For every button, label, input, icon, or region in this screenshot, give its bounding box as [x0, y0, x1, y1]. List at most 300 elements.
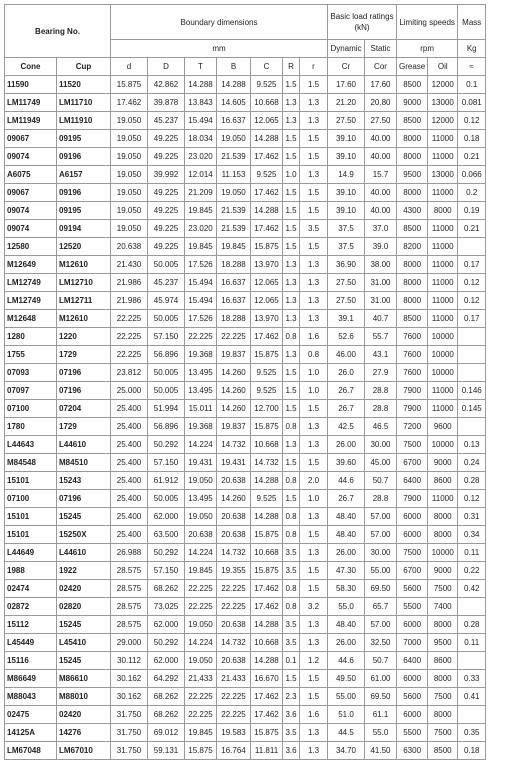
- table-cell: 16.670: [251, 670, 283, 688]
- table-cell: 12.014: [185, 166, 217, 184]
- table-cell: 14.288: [251, 130, 283, 148]
- table-cell: 28.8: [365, 400, 397, 418]
- table-cell: M84510: [57, 454, 111, 472]
- bearing-table: [4, 4, 486, 760]
- table-cell: 6000: [397, 706, 428, 724]
- table-cell: 5600: [397, 688, 428, 706]
- table-cell: 50.005: [148, 364, 185, 382]
- table-row: [5, 562, 486, 580]
- table-cell: 1.3: [300, 634, 328, 652]
- table-cell: 8000: [428, 202, 458, 220]
- table-cell: 15.875: [251, 346, 283, 364]
- table-cell: 22.225: [185, 598, 217, 616]
- table-cell: 11000: [428, 256, 458, 274]
- table-cell: 28.8: [365, 490, 397, 508]
- table-cell: 0.066: [458, 166, 486, 184]
- table-cell: 22.225: [217, 328, 251, 346]
- table-row: [5, 130, 486, 148]
- table-cell: 8500: [428, 742, 458, 760]
- table-cell: 3.5: [283, 724, 300, 742]
- table-cell: 07100: [5, 490, 57, 508]
- table-cell: 42.5: [328, 418, 365, 436]
- cone-header: Cone: [5, 58, 57, 76]
- table-row: [5, 400, 486, 418]
- table-cell: 37.5: [328, 220, 365, 238]
- table-cell: 10000: [428, 328, 458, 346]
- table-cell: 07093: [5, 364, 57, 382]
- table-cell: 1280: [5, 328, 57, 346]
- table-cell: 22.225: [111, 328, 148, 346]
- table-cell: 1.5: [300, 400, 328, 418]
- table-cell: 25.400: [111, 454, 148, 472]
- table-cell: [458, 346, 486, 364]
- table-row: [5, 166, 486, 184]
- table-cell: 14.260: [217, 400, 251, 418]
- table-cell: L44643: [5, 436, 57, 454]
- table-cell: 21.209: [185, 184, 217, 202]
- table-cell: 0.8: [300, 346, 328, 364]
- table-cell: 12.065: [251, 274, 283, 292]
- table-cell: 11000: [428, 148, 458, 166]
- table-cell: 12.700: [251, 400, 283, 418]
- table-cell: 31.750: [111, 742, 148, 760]
- table-cell: [458, 418, 486, 436]
- table-cell: 9500: [428, 634, 458, 652]
- table-cell: 1780: [5, 418, 57, 436]
- approx-header: ≈: [458, 58, 486, 76]
- table-header: [5, 5, 486, 76]
- table-cell: LM67010: [57, 742, 111, 760]
- table-cell: M12648: [5, 310, 57, 328]
- table-cell: 1.3: [283, 112, 300, 130]
- table-cell: 11520: [57, 76, 111, 94]
- table-cell: 8000: [397, 274, 428, 292]
- table-cell: 19.845: [185, 724, 217, 742]
- table-cell: 0.28: [458, 616, 486, 634]
- table-cell: 26.00: [328, 436, 365, 454]
- table-cell: 12520: [57, 238, 111, 256]
- table-cell: M12610: [57, 310, 111, 328]
- table-cell: 12.065: [251, 112, 283, 130]
- table-cell: 10000: [428, 346, 458, 364]
- table-cell: LM67048: [5, 742, 57, 760]
- table-cell: 19.050: [185, 508, 217, 526]
- table-cell: 19.355: [217, 562, 251, 580]
- table-row: [5, 580, 486, 598]
- table-cell: 2.0: [300, 472, 328, 490]
- boundary-dimensions-header: Boundary dimensions: [111, 5, 328, 40]
- table-cell: 21.20: [328, 94, 365, 112]
- table-cell: 49.50: [328, 670, 365, 688]
- table-cell: 30.112: [111, 652, 148, 670]
- table-cell: 7200: [397, 418, 428, 436]
- table-cell: 15.875: [251, 724, 283, 742]
- table-cell: 27.9: [365, 364, 397, 382]
- table-cell: 6000: [397, 616, 428, 634]
- table-cell: 13000: [428, 166, 458, 184]
- table-cell: 10.668: [251, 634, 283, 652]
- table-cell: 30.162: [111, 688, 148, 706]
- table-cell: 12580: [5, 238, 57, 256]
- table-row: [5, 418, 486, 436]
- table-cell: 55.00: [328, 688, 365, 706]
- table-cell: 19.583: [217, 724, 251, 742]
- table-cell: A6157: [57, 166, 111, 184]
- table-cell: 20.638: [217, 472, 251, 490]
- table-cell: 36.90: [328, 256, 365, 274]
- table-cell: 1.5: [300, 148, 328, 166]
- dynamic-header: Dynamic: [328, 40, 365, 58]
- table-cell: 46.5: [365, 418, 397, 436]
- table-cell: 1.6: [300, 706, 328, 724]
- table-cell: 8000: [397, 184, 428, 202]
- table-cell: 8200: [397, 238, 428, 256]
- table-cell: 0.8: [283, 418, 300, 436]
- table-cell: 1.5: [283, 202, 300, 220]
- table-cell: 19.368: [185, 346, 217, 364]
- table-cell: 1.5: [283, 238, 300, 256]
- table-cell: 57.00: [365, 616, 397, 634]
- table-cell: 17.462: [251, 148, 283, 166]
- table-cell: 07196: [57, 382, 111, 400]
- table-cell: 14.288: [217, 76, 251, 94]
- table-cell: 22.225: [185, 688, 217, 706]
- table-cell: 8000: [428, 616, 458, 634]
- table-cell: 1.6: [300, 328, 328, 346]
- table-row: [5, 292, 486, 310]
- table-cell: 52.6: [328, 328, 365, 346]
- table-cell: 1.3: [300, 166, 328, 184]
- table-cell: 11000: [428, 184, 458, 202]
- table-cell: 1.5: [300, 526, 328, 544]
- table-cell: 13.495: [185, 364, 217, 382]
- table-cell: 9000: [397, 94, 428, 112]
- table-cell: 26.988: [111, 544, 148, 562]
- table-row: [5, 238, 486, 256]
- table-cell: 64.292: [148, 670, 185, 688]
- table-cell: 14.288: [251, 508, 283, 526]
- table-row: [5, 328, 486, 346]
- table-cell: 26.7: [328, 490, 365, 508]
- table-cell: 16.764: [217, 742, 251, 760]
- table-cell: 12000: [428, 76, 458, 94]
- table-cell: 19.845: [185, 202, 217, 220]
- table-row: [5, 364, 486, 382]
- table-cell: 1.5: [300, 202, 328, 220]
- d-header: d: [111, 58, 148, 76]
- table-cell: 1.3: [283, 346, 300, 364]
- table-cell: 15101: [5, 526, 57, 544]
- table-cell: A6075: [5, 166, 57, 184]
- table-cell: 19.050: [111, 184, 148, 202]
- table-cell: 09196: [57, 184, 111, 202]
- table-cell: 15.7: [365, 166, 397, 184]
- table-cell: 15.494: [185, 112, 217, 130]
- table-cell: 0.22: [458, 562, 486, 580]
- table-cell: 25.400: [111, 436, 148, 454]
- table-cell: 1.3: [283, 256, 300, 274]
- table-cell: 6000: [397, 670, 428, 688]
- table-cell: 18.288: [217, 310, 251, 328]
- table-cell: 0.081: [458, 94, 486, 112]
- r-header: r: [300, 58, 328, 76]
- table-cell: 1.2: [300, 652, 328, 670]
- table-row: [5, 526, 486, 544]
- table-cell: 7600: [397, 346, 428, 364]
- table-cell: 1.5: [300, 688, 328, 706]
- table-cell: 59.131: [148, 742, 185, 760]
- table-cell: 19.845: [217, 238, 251, 256]
- table-cell: 26.00: [328, 634, 365, 652]
- table-cell: 0.2: [458, 184, 486, 202]
- table-cell: 48.40: [328, 508, 365, 526]
- table-cell: 0.34: [458, 526, 486, 544]
- table-row: [5, 274, 486, 292]
- table-cell: 21.433: [185, 670, 217, 688]
- table-cell: 28.575: [111, 562, 148, 580]
- table-cell: 1.5: [283, 382, 300, 400]
- table-cell: 57.150: [148, 328, 185, 346]
- table-cell: 0.17: [458, 310, 486, 328]
- table-cell: 19.050: [111, 130, 148, 148]
- table-cell: 0.42: [458, 580, 486, 598]
- table-cell: 9.525: [251, 166, 283, 184]
- table-cell: 0.35: [458, 724, 486, 742]
- table-cell: 47.30: [328, 562, 365, 580]
- table-cell: 46.00: [328, 346, 365, 364]
- table-cell: 07100: [5, 400, 57, 418]
- table-cell: 1.5: [283, 400, 300, 418]
- table-cell: 17.462: [251, 328, 283, 346]
- T-header: T: [185, 58, 217, 76]
- table-cell: 02475: [5, 706, 57, 724]
- table-cell: 1.5: [300, 130, 328, 148]
- table-cell: 16.637: [217, 292, 251, 310]
- table-cell: 20.80: [365, 94, 397, 112]
- table-cell: 1.3: [283, 292, 300, 310]
- table-row: [5, 76, 486, 94]
- table-cell: 17.462: [251, 688, 283, 706]
- table-cell: L45449: [5, 634, 57, 652]
- table-cell: 63.500: [148, 526, 185, 544]
- table-cell: 09195: [57, 130, 111, 148]
- table-cell: 40.00: [365, 202, 397, 220]
- table-cell: 69.50: [365, 688, 397, 706]
- table-cell: 9600: [428, 418, 458, 436]
- table-cell: 62.000: [148, 616, 185, 634]
- table-cell: LM12749: [5, 274, 57, 292]
- table-cell: 19.845: [185, 238, 217, 256]
- table-cell: 11000: [428, 292, 458, 310]
- table-row: [5, 346, 486, 364]
- table-cell: L44649: [5, 544, 57, 562]
- table-cell: 15.875: [251, 562, 283, 580]
- table-cell: 15101: [5, 508, 57, 526]
- table-cell: 19.050: [217, 130, 251, 148]
- table-cell: 50.005: [148, 382, 185, 400]
- table-cell: 8600: [428, 472, 458, 490]
- table-cell: 1.3: [300, 544, 328, 562]
- table-cell: 02820: [57, 598, 111, 616]
- table-cell: 50.7: [365, 472, 397, 490]
- table-cell: 55.0: [328, 598, 365, 616]
- table-cell: 18.288: [217, 256, 251, 274]
- table-cell: 0.8: [283, 472, 300, 490]
- table-cell: 50.005: [148, 490, 185, 508]
- table-cell: 15112: [5, 616, 57, 634]
- table-cell: 45.00: [365, 454, 397, 472]
- table-cell: 11000: [428, 238, 458, 256]
- table-cell: 31.00: [365, 292, 397, 310]
- table-cell: 51.0: [328, 706, 365, 724]
- table-cell: 14.732: [251, 454, 283, 472]
- table-cell: 1.0: [300, 364, 328, 382]
- table-cell: 32.50: [365, 634, 397, 652]
- table-cell: 13000: [428, 94, 458, 112]
- table-cell: 1.0: [300, 490, 328, 508]
- table-cell: 14.260: [217, 364, 251, 382]
- table-cell: [458, 652, 486, 670]
- table-cell: 17.462: [251, 184, 283, 202]
- table-cell: 7900: [397, 382, 428, 400]
- table-cell: 09074: [5, 148, 57, 166]
- table-cell: 26.7: [328, 400, 365, 418]
- table-cell: 25.400: [111, 400, 148, 418]
- table-cell: 22.225: [185, 328, 217, 346]
- table-row: [5, 598, 486, 616]
- table-cell: 3.6: [283, 742, 300, 760]
- table-row: [5, 652, 486, 670]
- table-cell: 5500: [397, 598, 428, 616]
- table-cell: 19.837: [217, 418, 251, 436]
- table-cell: 09074: [5, 202, 57, 220]
- table-cell: 19.050: [111, 202, 148, 220]
- R-header: R: [283, 58, 300, 76]
- table-cell: 16.637: [217, 112, 251, 130]
- oil-header: Oil: [428, 58, 458, 76]
- table-cell: 21.986: [111, 274, 148, 292]
- table-cell: 14.224: [185, 544, 217, 562]
- table-cell: 43.1: [365, 346, 397, 364]
- table-cell: 0.11: [458, 634, 486, 652]
- table-cell: 50.005: [148, 310, 185, 328]
- table-cell: LM11910: [57, 112, 111, 130]
- table-cell: 0.145: [458, 400, 486, 418]
- table-cell: 8600: [428, 652, 458, 670]
- table-cell: 5600: [397, 580, 428, 598]
- table-row: [5, 544, 486, 562]
- table-cell: 1.3: [283, 436, 300, 454]
- table-cell: 56.896: [148, 418, 185, 436]
- table-cell: 13.495: [185, 490, 217, 508]
- table-cell: 6700: [397, 454, 428, 472]
- table-cell: 7500: [428, 580, 458, 598]
- table-row: [5, 436, 486, 454]
- table-cell: 28.8: [365, 382, 397, 400]
- table-cell: 0.24: [458, 454, 486, 472]
- table-cell: 0.8: [283, 526, 300, 544]
- table-cell: 6400: [397, 652, 428, 670]
- table-cell: 0.18: [458, 130, 486, 148]
- table-cell: LM11710: [57, 94, 111, 112]
- table-cell: 57.00: [365, 508, 397, 526]
- table-cell: 9.525: [251, 490, 283, 508]
- table-cell: M88010: [57, 688, 111, 706]
- table-cell: 19.050: [185, 472, 217, 490]
- table-cell: 1.5: [283, 454, 300, 472]
- table-cell: 22.225: [185, 580, 217, 598]
- table-cell: 57.150: [148, 562, 185, 580]
- table-cell: 14276: [57, 724, 111, 742]
- mass-header: Mass: [458, 5, 486, 40]
- table-cell: 25.400: [111, 526, 148, 544]
- table-cell: 7900: [397, 400, 428, 418]
- table-cell: 07196: [57, 490, 111, 508]
- table-cell: 15.875: [251, 238, 283, 256]
- table-cell: 27.50: [328, 112, 365, 130]
- table-cell: 1.3: [300, 436, 328, 454]
- table-cell: 22.225: [217, 688, 251, 706]
- D-header: D: [148, 58, 185, 76]
- table-cell: 09196: [57, 148, 111, 166]
- table-cell: 41.50: [365, 742, 397, 760]
- table-cell: M12649: [5, 256, 57, 274]
- table-row: [5, 508, 486, 526]
- bearing-table-container: [4, 4, 486, 760]
- table-row: [5, 184, 486, 202]
- table-cell: 1.3: [283, 310, 300, 328]
- table-cell: 39.0: [365, 238, 397, 256]
- table-cell: 17.526: [185, 256, 217, 274]
- table-cell: 27.50: [328, 274, 365, 292]
- table-cell: 6300: [397, 742, 428, 760]
- table-cell: 20.638: [185, 526, 217, 544]
- table-cell: 02872: [5, 598, 57, 616]
- table-cell: 19.050: [111, 220, 148, 238]
- rpm-unit-header: rpm: [397, 40, 458, 58]
- table-cell: 15243: [57, 472, 111, 490]
- table-cell: 57.150: [148, 454, 185, 472]
- limiting-speeds-header: Limiting speeds: [397, 5, 458, 40]
- table-cell: 15.875: [185, 742, 217, 760]
- table-cell: 6000: [397, 508, 428, 526]
- table-cell: 37.5: [328, 238, 365, 256]
- table-cell: 1.5: [300, 238, 328, 256]
- table-cell: 20.638: [217, 508, 251, 526]
- table-cell: 0.33: [458, 670, 486, 688]
- table-cell: M12610: [57, 256, 111, 274]
- table-cell: 0.146: [458, 382, 486, 400]
- table-cell: 50.7: [365, 652, 397, 670]
- table-cell: 7400: [428, 598, 458, 616]
- table-cell: 1755: [5, 346, 57, 364]
- table-cell: 5500: [397, 724, 428, 742]
- table-row: [5, 742, 486, 760]
- table-cell: 1.3: [300, 274, 328, 292]
- table-cell: 39.1: [328, 310, 365, 328]
- table-cell: 07097: [5, 382, 57, 400]
- table-cell: 1.3: [300, 112, 328, 130]
- table-cell: LM12710: [57, 274, 111, 292]
- table-cell: 28.575: [111, 580, 148, 598]
- table-cell: 45.237: [148, 112, 185, 130]
- table-cell: 3.6: [283, 706, 300, 724]
- table-cell: 1922: [57, 562, 111, 580]
- table-cell: 15245: [57, 652, 111, 670]
- table-cell: 09195: [57, 202, 111, 220]
- table-cell: 09067: [5, 184, 57, 202]
- table-cell: 65.7: [365, 598, 397, 616]
